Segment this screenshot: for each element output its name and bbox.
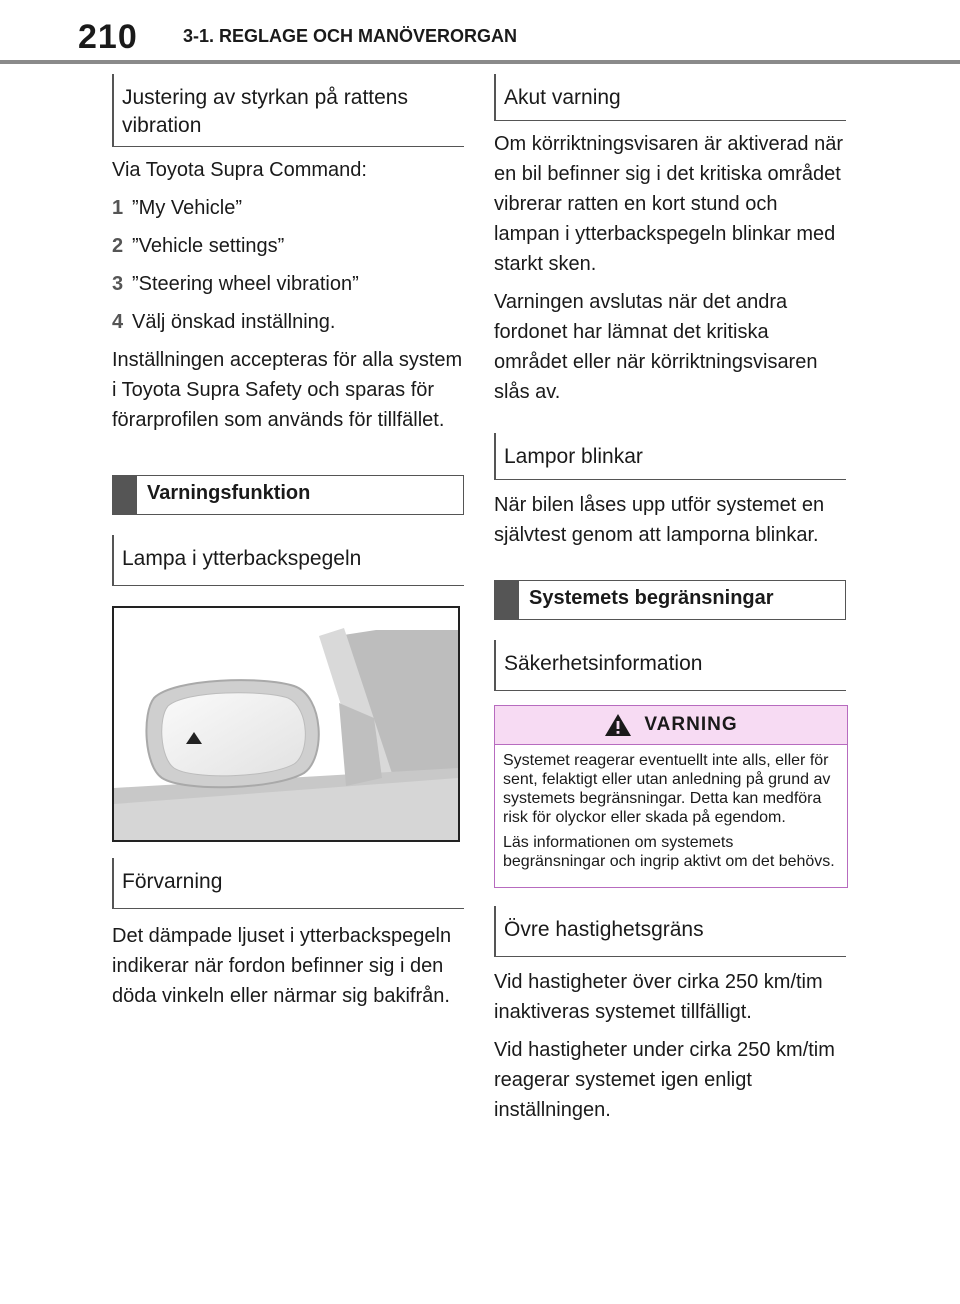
section-marker: [113, 476, 137, 514]
section-marker: [495, 581, 519, 619]
paragraph-speed-under: Vid hastigheter under cirka 250 km/tim reagerar systemet igen enligt inställningen.: [494, 1039, 835, 1121]
step-text: ”Steering wheel vibration”: [132, 273, 359, 295]
subheading-mirror-lamp: Lampa i ytterbackspegeln: [112, 535, 464, 586]
step-item: [112, 231, 464, 261]
step-text: ”My Vehicle”: [132, 197, 243, 219]
header-divider: [0, 60, 960, 64]
section-heading-warning-function: [112, 475, 464, 515]
warning-title: VARNING: [644, 714, 738, 735]
paragraph-self-test: När bilen låses upp utför systemet en självtest genom att lamporna blinkar.: [494, 494, 825, 546]
steps-list: [112, 193, 464, 337]
paragraph-pre-warning: Det dämpade ljuset i ytterbackspegeln indikerar när fordon befinner sig i den döda vinkeln eller närmar sig bakifrån.: [112, 925, 452, 1007]
step-text: Välj önskad inställning.: [132, 311, 336, 333]
step-number: 3: [112, 273, 124, 295]
subheading-vibration-strength: Justering av styrkan på rattens vibration: [112, 74, 464, 147]
paragraph-speed-over: Vid hastigheter över cirka 250 km/tim inaktiveras systemet tillfälligt.: [494, 971, 823, 1023]
right-column: [494, 74, 846, 1125]
step-text: ”Vehicle settings”: [132, 235, 285, 257]
subheading-upper-speed-limit: Övre hastighetsgräns: [494, 906, 846, 957]
section-title: Systemets begränsningar: [529, 587, 774, 609]
step-item: [112, 307, 464, 337]
chapter-title: 3-1. REGLAGE OCH MANÖVERORGAN: [183, 26, 518, 46]
paragraph-urgent-warning: Om körriktningsvisaren är aktiverad när en bil befinner sig i det kritiska området vibrerar ratten en kort stund och lampan i ytterbackspegeln blinkar med starkt sken.: [494, 133, 844, 275]
page-header: [0, 0, 960, 70]
intro-text: Via Toyota Supra Command:: [112, 159, 367, 181]
step-number: 1: [112, 197, 124, 219]
warning-text-2: Läs informationen om systemets begränsningar och ingrip aktivt om det behövs.: [503, 834, 835, 870]
section-heading-system-limits: [494, 580, 846, 620]
paragraph-warning-end: Varningen avslutas när det andra fordonet har lämnat det kritiska området eller när körriktningsvisaren slås av.: [494, 291, 818, 403]
paragraph-settings: Inställningen accepteras för alla system i Toyota Supra Safety och sparas för förarprofilen som används för tillfället.: [112, 349, 463, 431]
mirror-photo: [112, 606, 460, 842]
subheading-lamps-flash: Lampor blinkar: [494, 433, 846, 480]
warning-body: [495, 745, 847, 887]
warning-header: [495, 706, 847, 745]
step-item: [112, 269, 464, 299]
step-number: 4: [112, 311, 124, 333]
warning-text-1: Systemet reagerar eventuellt inte alls, eller för sent, felaktigt eller utan anledning på grund av systemets begränsningar. Detta kan medföra risk för olyckor eller skada på egendom.: [503, 752, 831, 826]
warning-triangle-icon: [604, 713, 632, 737]
subheading-safety-info: Säkerhetsinformation: [494, 640, 846, 691]
subheading-urgent-warning: Akut varning: [494, 74, 846, 121]
section-title: Varningsfunktion: [147, 482, 311, 504]
step-number: 2: [112, 235, 124, 257]
step-item: [112, 193, 464, 223]
page-number: 210: [78, 18, 138, 56]
warning-box: [494, 705, 848, 888]
left-column: [112, 74, 464, 1011]
side-mirror-illustration: [114, 608, 458, 840]
subheading-pre-warning: Förvarning: [112, 858, 464, 909]
